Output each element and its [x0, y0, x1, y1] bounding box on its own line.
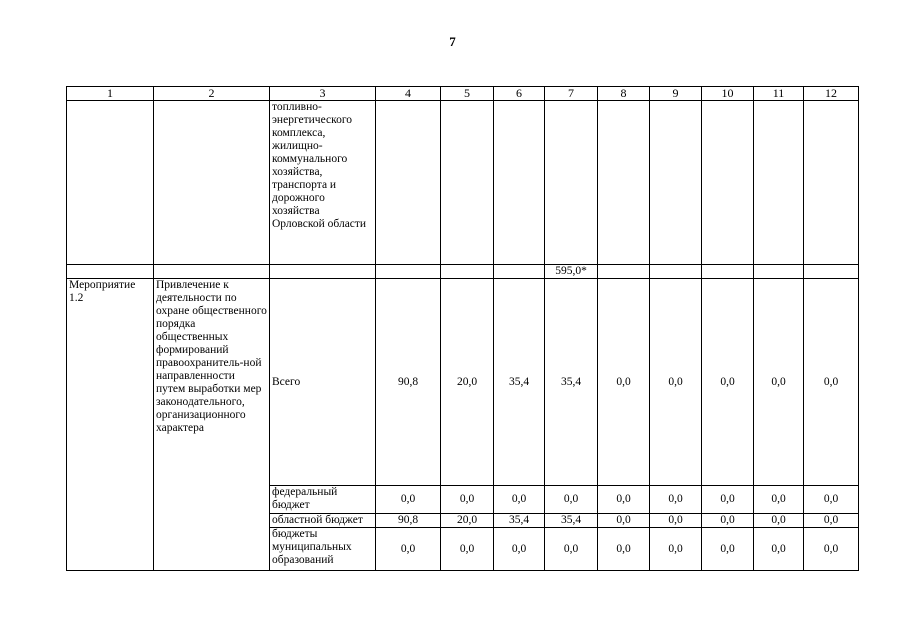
column-header: 10 [702, 87, 754, 101]
table-cell: 35,4 [494, 279, 545, 486]
table-cell: 0,0 [598, 528, 650, 571]
table-cell: 0,0 [545, 528, 598, 571]
table-cell: 35,4 [494, 514, 545, 528]
table-cell: 0,0 [545, 486, 598, 514]
table-cell: 20,0 [441, 514, 494, 528]
column-header: 11 [754, 87, 804, 101]
table-cell: 0,0 [494, 528, 545, 571]
footnote-value: 595,0* [545, 265, 598, 279]
table-cell: 0,0 [702, 514, 754, 528]
funding-source: бюджеты муниципальных образований [270, 528, 376, 571]
table-cell: 0,0 [754, 514, 804, 528]
header-row [67, 87, 859, 101]
table-cell: 0,0 [650, 514, 702, 528]
note-row [67, 265, 859, 279]
table-cell: 35,4 [545, 514, 598, 528]
table-cell: 0,0 [804, 486, 859, 514]
funding-source: федеральный бюджет [270, 486, 376, 514]
table-cell: 0,0 [598, 279, 650, 486]
table-cell: 0,0 [804, 279, 859, 486]
continuation-text: топливно-энергетического комплекса, жилищно-коммунального хозяйства, транспорта и дорожного хозяйства Орловской области [270, 101, 376, 265]
table-cell: 0,0 [702, 279, 754, 486]
table-cell: 0,0 [441, 528, 494, 571]
table-cell: 0,0 [754, 528, 804, 571]
table-cell: 0,0 [702, 528, 754, 571]
table-cell: 90,8 [376, 279, 441, 486]
table-cell: 0,0 [441, 486, 494, 514]
continuation-row [67, 101, 859, 265]
table-cell: 0,0 [650, 279, 702, 486]
table-cell: 0,0 [376, 528, 441, 571]
funding-source: областной бюджет [270, 514, 376, 528]
column-header: 12 [804, 87, 859, 101]
table-cell: 0,0 [598, 514, 650, 528]
table-cell: 35,4 [545, 279, 598, 486]
column-header: 4 [376, 87, 441, 101]
table-cell: 0,0 [804, 528, 859, 571]
budget-table [66, 86, 859, 571]
table-cell: 0,0 [650, 528, 702, 571]
table-cell: 0,0 [598, 486, 650, 514]
table-cell: 20,0 [441, 279, 494, 486]
column-header: 5 [441, 87, 494, 101]
column-header: 6 [494, 87, 545, 101]
measure-description: Привлечение к деятельности по охране общественного порядка общественных формирований правоохранитель-ной направленности путем выработки мер законодательного, организационного характера [154, 279, 270, 571]
measure-name: Мероприятие 1.2 [67, 279, 154, 571]
column-header: 7 [545, 87, 598, 101]
column-header: 2 [154, 87, 270, 101]
table-cell: 0,0 [804, 514, 859, 528]
column-header: 8 [598, 87, 650, 101]
page-number: 7 [449, 34, 456, 49]
table-row [67, 279, 859, 486]
column-header: 1 [67, 87, 154, 101]
table-cell: 90,8 [376, 514, 441, 528]
table-cell: 0,0 [376, 486, 441, 514]
table-cell: 0,0 [754, 279, 804, 486]
column-header: 3 [270, 87, 376, 101]
funding-source: Всего [270, 279, 376, 486]
table-cell: 0,0 [650, 486, 702, 514]
table-cell: 0,0 [754, 486, 804, 514]
table-cell: 0,0 [702, 486, 754, 514]
column-header: 9 [650, 87, 702, 101]
table-cell: 0,0 [494, 486, 545, 514]
